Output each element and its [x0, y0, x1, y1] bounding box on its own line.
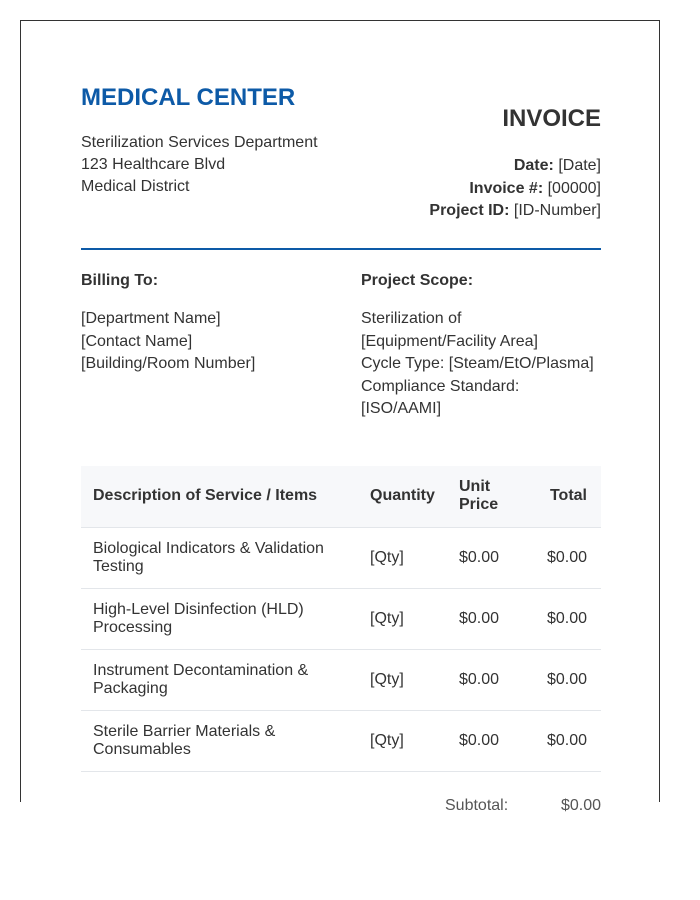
item-quantity: [Qty]: [358, 710, 447, 771]
item-description-line: Biological Indicators & Validation: [93, 539, 324, 557]
invoice-meta: [429, 155, 601, 223]
project-scope-section: [361, 271, 611, 421]
item-unit-price: $0.00: [447, 527, 533, 588]
header-unit-price: [447, 466, 533, 527]
header-total: Total: [533, 466, 601, 527]
item-unit-price: $0.00: [447, 649, 533, 710]
item-unit-price: $0.00: [447, 710, 533, 771]
item-description-line: Packaging: [93, 679, 168, 697]
invoice-number-label: Invoice #:: [469, 179, 544, 197]
invoice-date-value: [Date]: [558, 157, 601, 174]
item-description: [81, 588, 358, 649]
scope-line: [Equipment/Facility Area]: [361, 332, 538, 350]
item-description-line: Consumables: [93, 740, 191, 758]
scope-line: [ISO/AAMI]: [361, 400, 442, 417]
invoice-page: [20, 20, 660, 814]
table-row: [81, 649, 601, 710]
header-quantity: Quantity: [358, 466, 447, 527]
billing-lines: [81, 308, 341, 376]
scope-line: Cycle Type: [Steam/EtO/Plasma]: [361, 355, 594, 372]
item-description-line: Testing: [93, 557, 144, 575]
invoice-title: INVOICE: [502, 105, 601, 132]
item-description-line: Sterile Barrier Materials &: [93, 722, 276, 740]
item-unit-price: $0.00: [447, 588, 533, 649]
item-quantity: [Qty]: [358, 588, 447, 649]
items-table: [81, 466, 601, 772]
item-total: $0.00: [533, 710, 601, 771]
item-total: $0.00: [533, 527, 601, 588]
scope-line: Sterilization of: [361, 310, 462, 327]
project-id-row: [429, 200, 601, 223]
subtotal-value: $0.00: [560, 797, 601, 814]
project-scope-heading: Project Scope:: [361, 272, 474, 289]
header-unit-price-line: Price: [459, 496, 499, 514]
item-description: [81, 649, 358, 710]
header-divider: [81, 248, 601, 250]
billing-line: [Department Name]: [81, 310, 221, 327]
subtotal-label: Subtotal:: [445, 797, 509, 814]
billing-line: [Building/Room Number]: [81, 355, 256, 372]
table-row: [81, 588, 601, 649]
item-description-line: Processing: [93, 618, 173, 636]
company-address-line: Sterilization Services Department: [81, 134, 318, 151]
invoice-number-row: [429, 178, 601, 201]
item-description: [81, 710, 358, 771]
header-description: Description of Service / Items: [81, 466, 358, 527]
item-total: $0.00: [533, 588, 601, 649]
billing-line: [Contact Name]: [81, 332, 193, 350]
project-scope-lines: [361, 308, 611, 421]
company-address-line: 123 Healthcare Blvd: [81, 156, 226, 173]
scope-line: Compliance Standard:: [361, 377, 520, 395]
item-quantity: [Qty]: [358, 527, 447, 588]
invoice-date-row: [429, 155, 601, 178]
invoice-date-label: Date:: [513, 157, 554, 174]
table-row: [81, 710, 601, 771]
item-quantity: [Qty]: [358, 649, 447, 710]
company-name: MEDICAL CENTER: [81, 84, 296, 111]
billing-heading: Billing To:: [81, 272, 159, 289]
item-description-line: Instrument Decontamination &: [93, 661, 309, 679]
item-description-line: High-Level Disinfection (HLD): [93, 600, 304, 618]
item-description: [81, 527, 358, 588]
project-id-value: [ID-Number]: [513, 202, 601, 219]
project-id-label: Project ID:: [429, 202, 510, 219]
table-row: [81, 527, 601, 588]
item-total: $0.00: [533, 649, 601, 710]
billing-section: [81, 271, 341, 376]
table-header-row: [81, 466, 601, 527]
invoice-number-value: [00000]: [547, 179, 601, 197]
company-address: [81, 132, 318, 198]
company-address-line: Medical District: [81, 178, 190, 195]
header-unit-price-line: Unit: [459, 478, 491, 496]
